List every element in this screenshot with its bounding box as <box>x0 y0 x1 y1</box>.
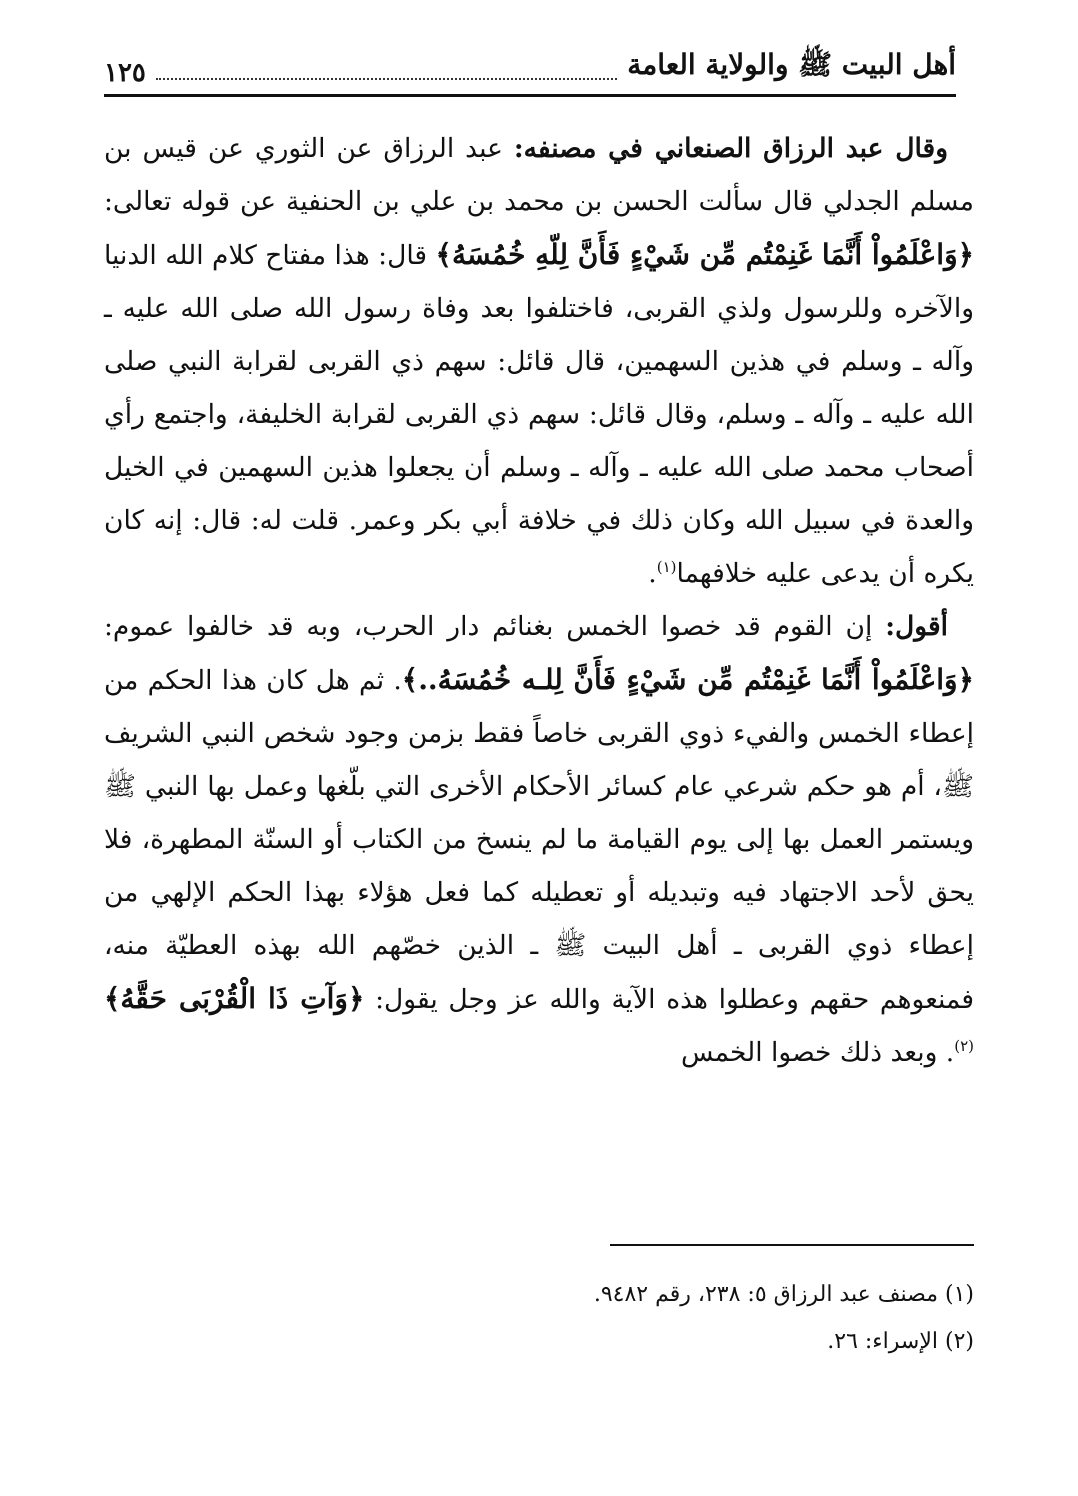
quran-quote-2: ﴿وَاعْلَمُواْ أَنَّمَا غَنِمْتُم مِّن شَيْءٍ فَأَنَّ لِلـه خُمُسَهُ..﴾ <box>401 663 974 696</box>
running-title: أهل البيت ﷺ والولاية العامة <box>627 48 956 81</box>
footnote-1: (١) مصنف عبد الرزاق ٥: ٢٣٨، رقم ٩٤٨٢. <box>593 1282 974 1307</box>
paragraph-2-text-3: . وبعد ذلك خصوا الخمس <box>680 1037 955 1068</box>
paragraph-1-end: . <box>648 558 657 589</box>
paragraph-1-text-1: عبد الرزاق عن الثوري عن قيس بن مسلم الجدلي قال سألت الحسن بن محمد بن علي بن الحنفية عن قوله تعالى: <box>104 133 974 217</box>
paragraph-1-text-2: قال: هذا مفتاح كلام الله الدنيا والآخره وللرسول ولذي القربى، فاختلفوا بعد وفاة رسول الله صلى الله عليه ـ وآله ـ وسلم في هذين السهمين، قال قائل: سهم ذي القربى لقرابة النبي صلى الله عليه ـ وآله ـ وسلم، وقال قائل: سهم ذي القربى لقرابة الخليفة، واجتمع رأي أصحاب محمد صلى الله عليه ـ وآله ـ وسلم أن يجعلوا هذين السهمين في الخيل والعدة في سبيل الله وكان ذلك في خلافة أبي بكر وعمر. قلت له: قال: إنه كان يكره أن يدعى عليه خلافهما <box>103 240 974 589</box>
paragraph-2 <box>104 600 974 1079</box>
footnote-ref-1[interactable]: (١) <box>656 558 677 577</box>
page-number: ١٢٥ <box>104 58 146 88</box>
paragraph-2-text-1: إن القوم قد خصوا الخمس بغنائم دار الحرب، وبه قد خالفوا عموم: <box>104 611 886 642</box>
main-text <box>104 122 974 1079</box>
paragraph-2-lead: أقول: <box>885 611 948 642</box>
footnotes <box>104 1282 974 1376</box>
leader-dots <box>156 78 617 80</box>
paragraph-1 <box>104 122 974 600</box>
footnote-2: (٢) الإسراء: ٢٦. <box>827 1329 974 1354</box>
running-header <box>104 48 956 97</box>
footnote-ref-2[interactable]: (٢) <box>954 1037 974 1056</box>
quran-quote-1: ﴿وَاعْلَمُواْ أَنَّمَا غَنِمْتُم مِّن شَيْءٍ فَأَنَّ لِلّهِ خُمُسَهُ﴾ <box>435 238 974 271</box>
quran-quote-3: ﴿وَآتِ ذَا الْقُرْبَى حَقَّهُ﴾ <box>104 982 365 1015</box>
footnote-separator <box>610 1244 974 1246</box>
paragraph-1-lead: وقال عبد الرزاق الصنعاني في مصنفه: <box>513 133 948 164</box>
paragraph-2-text-2: . ثم هل كان هذا الحكم من إعطاء الخمس والفيء ذوي القربى خاصاً فقط بزمن وجود شخص النبي الشريف ﷺ، أم هو حكم شرعي عام كسائر الأحكام الأخرى التي بلّغها وعمل بها النبي ﷺ ويستمر العمل بها إلى يوم القيامة ما لم ينسخ من الكتاب أو السنّة المطهرة، فلا يحق لأحد الاجتهاد فيه وتبديله أو تعطيله كما فعل هؤلاء بهذا الحكم الإلهي من إعطاء ذوي القربى ـ أهل البيت ﷺ ـ الذين خصّهم الله بهذه العطيّة منه، فمنعوهم حقهم وعطلوا هذه الآية والله عز وجل يقول: <box>104 665 974 1015</box>
